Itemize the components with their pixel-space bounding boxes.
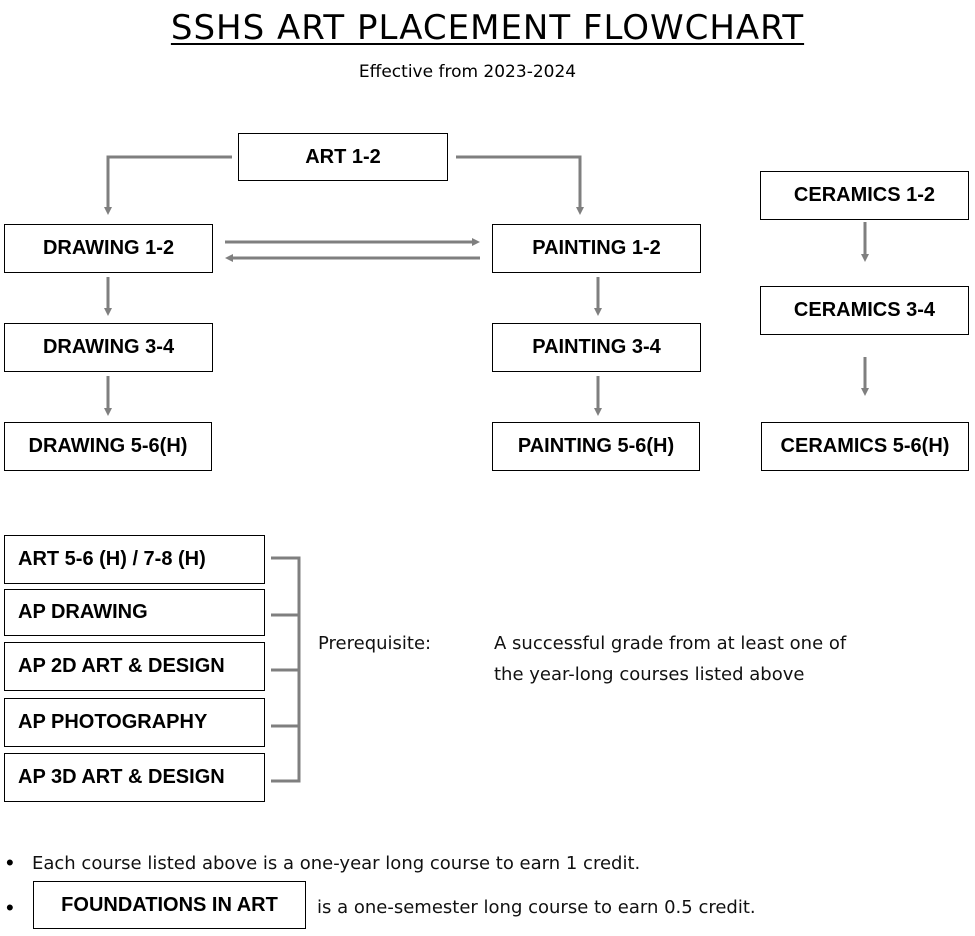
course-ceramics-5-6h: CERAMICS 5-6(H) [761, 422, 969, 471]
prerequisite-text-line1: A successful grade from at least one of [494, 633, 847, 654]
bracket-advanced [271, 558, 299, 781]
course-drawing-1-2: DRAWING 1-2 [4, 224, 213, 273]
note-credit-semester: is a one-semester long course to earn 0.5 credit. [317, 897, 756, 918]
advanced-course: AP 2D ART & DESIGN [4, 642, 265, 691]
page-title: SSHS ART PLACEMENT FLOWCHART [170, 8, 805, 48]
course-painting-5-6h: PAINTING 5-6(H) [492, 422, 700, 471]
prerequisite-label: Prerequisite: [318, 633, 432, 654]
advanced-course: ART 5-6 (H) / 7-8 (H) [4, 535, 265, 584]
course-ceramics-1-2: CERAMICS 1-2 [760, 171, 969, 220]
advanced-course: AP DRAWING [4, 589, 265, 636]
arrow-art-to-drawing [108, 157, 232, 211]
note-credit-one-year: Each course listed above is a one-year long course to earn 1 credit. [32, 853, 641, 874]
page-subtitle: Effective from 2023-2024 [358, 62, 577, 82]
course-drawing-3-4: DRAWING 3-4 [4, 323, 213, 372]
course-art-1-2: ART 1-2 [238, 133, 448, 181]
course-ceramics-3-4: CERAMICS 3-4 [760, 286, 969, 335]
course-drawing-5-6h: DRAWING 5-6(H) [4, 422, 212, 471]
bullet-point: • [6, 850, 14, 875]
bullet-point: • [6, 895, 14, 920]
prerequisite-text-line2: the year-long courses listed above [494, 664, 805, 685]
advanced-course: AP 3D ART & DESIGN [4, 753, 265, 802]
course-painting-1-2: PAINTING 1-2 [492, 224, 701, 273]
advanced-course: AP PHOTOGRAPHY [4, 698, 265, 747]
course-painting-3-4: PAINTING 3-4 [492, 323, 701, 372]
arrow-art-to-painting [456, 157, 580, 211]
course-foundations-in-art: FOUNDATIONS IN ART [33, 881, 306, 929]
